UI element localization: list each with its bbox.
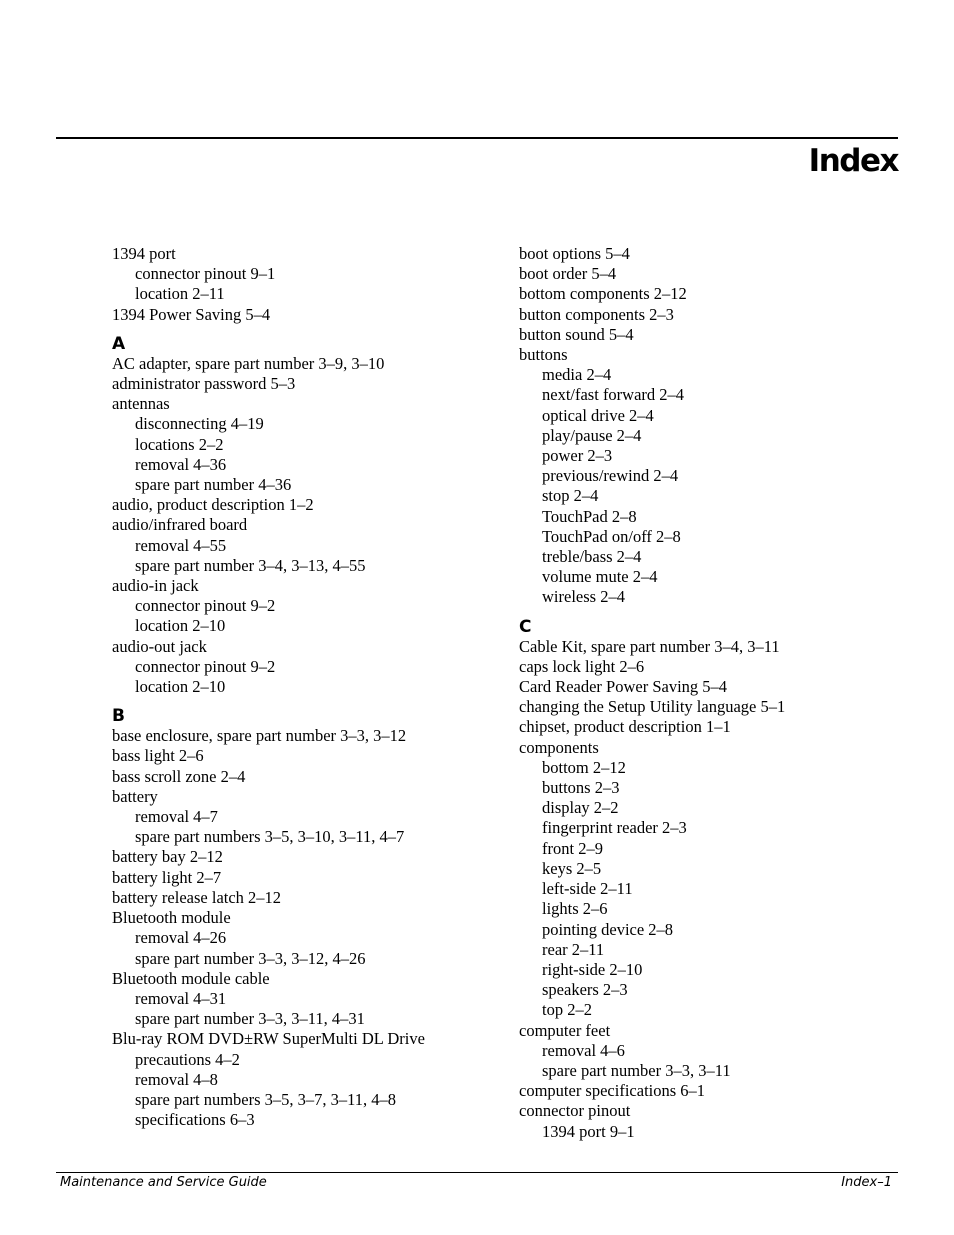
index-entry: chipset, product description 1–1 [519,717,731,737]
index-subentry: bottom 2–12 [542,757,626,777]
index-entry: Bluetooth module [112,908,231,928]
index-subentry: location 2–10 [135,677,226,697]
index-subentry: connector pinout 9–2 [135,656,276,676]
index-entry: audio/infrared board [112,515,248,535]
page-title: Index [808,143,898,179]
header-rule [56,137,898,139]
index-subentry: play/pause 2–4 [542,425,642,445]
footer-rule [56,1172,898,1173]
index-entry: caps lock light 2–6 [519,656,645,676]
index-entry: AC adapter, spare part number 3–9, 3–10 [112,353,385,373]
index-subentry: spare part number 3–3, 3–11 [542,1060,731,1080]
index-subentry: location 2–10 [135,616,226,636]
index-subentry: spare part numbers 3–5, 3–10, 3–11, 4–7 [135,827,405,847]
index-entry: Bluetooth module cable [112,968,270,988]
index-subentry: media 2–4 [542,365,612,385]
index-subentry: optical drive 2–4 [542,405,654,425]
index-subentry: treble/bass 2–4 [542,547,642,567]
index-entry: battery bay 2–12 [112,847,223,867]
index-entry: audio, product description 1–2 [112,495,314,515]
index-subentry: fingerprint reader 2–3 [542,818,687,838]
index-section-letter: C [519,616,532,637]
index-subentry: rear 2–11 [542,939,605,959]
index-subentry: TouchPad 2–8 [542,506,637,526]
index-subentry: spare part numbers 3–5, 3–7, 3–11, 4–8 [135,1089,397,1109]
index-entry: base enclosure, spare part number 3–3, 3–12 [112,726,407,746]
index-subentry: lights 2–6 [542,899,608,919]
index-subentry: front 2–9 [542,838,603,858]
index-subentry: keys 2–5 [542,858,602,878]
index-entry: 1394 port [112,244,176,263]
index-subentry: 1394 port 9–1 [542,1121,635,1141]
index-subentry: volume mute 2–4 [542,567,658,587]
index-subentry: removal 4–55 [135,535,227,555]
index-entry: antennas [112,394,170,414]
index-subentry: spare part number 4–36 [135,475,292,495]
index-entry: button sound 5–4 [519,324,634,344]
index-subentry: right-side 2–10 [542,959,643,979]
index-entry: components [519,737,599,757]
index-entry: Card Reader Power Saving 5–4 [519,677,728,697]
index-subentry: pointing device 2–8 [542,919,674,939]
index-entry: boot order 5–4 [519,264,617,284]
index-entry: connector pinout [519,1101,631,1121]
index-subentry: next/fast forward 2–4 [542,385,685,405]
index-subentry: spare part number 3–4, 3–13, 4–55 [135,555,366,575]
index-column-right [519,244,899,1142]
index-subentry: stop 2–4 [542,486,599,506]
index-subentry: removal 4–6 [542,1040,625,1060]
index-subentry: specifications 6–3 [135,1110,255,1130]
index-subentry: power 2–3 [542,446,613,466]
index-subentry: buttons 2–3 [542,778,620,798]
index-entry: audio-in jack [112,576,199,596]
index-subentry: removal 4–36 [135,454,227,474]
index-subentry: location 2–11 [135,284,225,304]
index-entry: Cable Kit, spare part number 3–4, 3–11 [519,636,780,656]
index-subentry: top 2–2 [542,1000,592,1020]
index-entry: buttons [519,345,568,365]
index-entry: bass scroll zone 2–4 [112,766,246,786]
index-subentry: removal 4–7 [135,807,218,827]
index-entry: bass light 2–6 [112,746,204,766]
index-subentry: left-side 2–11 [542,879,633,899]
index-entry: battery [112,786,158,806]
index-section-letter: B [112,706,125,727]
index-subentry: precautions 4–2 [135,1049,240,1069]
index-subentry: removal 4–26 [135,928,227,948]
footer-page-number: Index–1 [841,1175,892,1190]
index-subentry: TouchPad on/off 2–8 [542,526,681,546]
index-entry: Blu-ray ROM DVD±RW SuperMulti DL Drive [112,1029,425,1049]
index-entry: administrator password 5–3 [112,374,296,394]
index-column-left [112,244,492,1130]
footer-guide-title: Maintenance and Service Guide [60,1175,267,1190]
index-entry: button components 2–3 [519,304,674,324]
index-subentry: spare part number 3–3, 3–12, 4–26 [135,948,366,968]
index-subentry: display 2–2 [542,798,619,818]
index-subentry: speakers 2–3 [542,980,628,1000]
index-entry: boot options 5–4 [519,244,630,263]
index-subentry: disconnecting 4–19 [135,414,264,434]
index-subentry: previous/rewind 2–4 [542,466,679,486]
index-subentry: connector pinout 9–2 [135,596,276,616]
index-entry: bottom components 2–12 [519,284,687,304]
index-subentry: wireless 2–4 [542,587,625,607]
index-subentry: connector pinout 9–1 [135,264,276,284]
index-entry: battery light 2–7 [112,867,222,887]
index-section-letter: A [112,333,126,354]
index-entry: computer feet [519,1020,611,1040]
index-entry: computer specifications 6–1 [519,1081,706,1101]
index-subentry: locations 2–2 [135,434,224,454]
index-entry: changing the Setup Utility language 5–1 [519,697,786,717]
index-entry: battery release latch 2–12 [112,887,282,907]
index-subentry: removal 4–8 [135,1069,218,1089]
index-subentry: removal 4–31 [135,988,227,1008]
index-subentry: spare part number 3–3, 3–11, 4–31 [135,1009,365,1029]
index-entry: audio-out jack [112,636,207,656]
index-entry: 1394 Power Saving 5–4 [112,304,271,324]
